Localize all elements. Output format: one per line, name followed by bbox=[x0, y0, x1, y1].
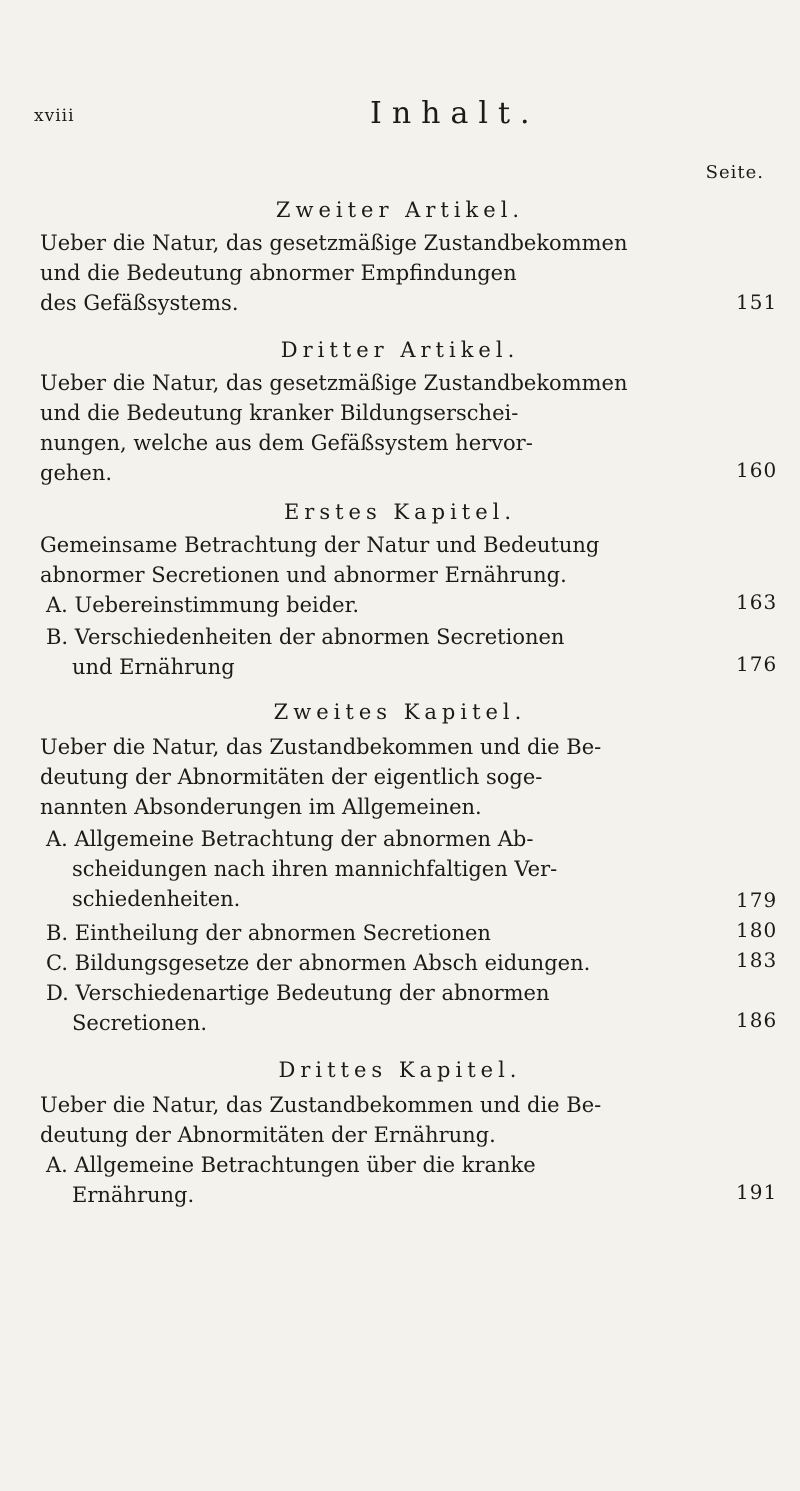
page-reference: 176 bbox=[736, 652, 778, 676]
item-label-cont: Ernährung. bbox=[72, 1183, 195, 1207]
chapter-heading: Erstes Kapitel. bbox=[283, 500, 517, 524]
entry-line: und die Bedeutung abnormer Empfindungen bbox=[40, 261, 517, 285]
entry-line: gehen. bbox=[40, 461, 113, 485]
toc-item bbox=[46, 590, 359, 620]
toc-entry bbox=[40, 530, 599, 590]
entry-line: Ueber die Natur, das gesetzmäßige Zustandbekommen bbox=[40, 371, 628, 395]
chapter-heading: Zweites Kapitel. bbox=[273, 700, 527, 724]
page-column-label: Seite. bbox=[705, 162, 764, 183]
item-label-cont: scheidungen nach ihren mannichfaltigen Ver- bbox=[72, 857, 558, 881]
entry-line: Gemeinsame Betrachtung der Natur und Bedeutung bbox=[40, 533, 600, 557]
toc-item bbox=[46, 1150, 536, 1210]
entry-line: nannten Absonderungen im Allgemeinen. bbox=[40, 795, 482, 819]
entry-line: deutung der Abnormitäten der Ernährung. bbox=[40, 1123, 496, 1147]
page-reference: 180 bbox=[736, 918, 778, 942]
chapter-heading: Drittes Kapitel. bbox=[278, 1058, 522, 1082]
toc-entry bbox=[40, 732, 601, 822]
page-reference: 179 bbox=[736, 888, 778, 912]
item-label: B. Eintheilung der abnormen Secretionen bbox=[46, 921, 491, 945]
item-label-cont: und Ernährung bbox=[72, 655, 235, 679]
toc-item bbox=[46, 948, 590, 978]
entry-line: abnormer Secretionen und abnormer Ernährung. bbox=[40, 563, 567, 587]
item-label: B. Verschiedenheiten der abnormen Secretionen bbox=[46, 625, 565, 649]
running-header bbox=[0, 96, 800, 136]
item-label: A. Allgemeine Betrachtungen über die kranke bbox=[46, 1153, 536, 1177]
page-reference: 160 bbox=[736, 458, 778, 482]
entry-line: des Gefäßsystems. bbox=[40, 291, 239, 315]
entry-line: Ueber die Natur, das Zustandbekommen und die Be- bbox=[40, 1093, 602, 1117]
entry-line: nungen, welche aus dem Gefäßsystem hervor- bbox=[40, 431, 533, 455]
item-label-cont: schiedenheiten. bbox=[72, 887, 241, 911]
toc-item bbox=[46, 824, 557, 914]
toc-item bbox=[46, 622, 564, 682]
toc-entry bbox=[40, 228, 627, 318]
page-reference: 151 bbox=[736, 290, 778, 314]
page-reference: 163 bbox=[736, 590, 778, 614]
entry-line: und die Bedeutung kranker Bildungserschei- bbox=[40, 401, 519, 425]
item-label: A. Uebereinstimmung beider. bbox=[46, 593, 360, 617]
toc-entry bbox=[40, 1090, 601, 1150]
item-label: C. Bildungsgesetze der abnormen Absch eidungen. bbox=[46, 951, 591, 975]
page-number: xviii bbox=[34, 106, 75, 126]
section-heading: Dritter Artikel. bbox=[280, 338, 520, 362]
entry-line: Ueber die Natur, das Zustandbekommen und die Be- bbox=[40, 735, 602, 759]
section-heading: Zweiter Artikel. bbox=[275, 198, 525, 222]
toc-item bbox=[46, 978, 550, 1038]
running-title: Inhalt. bbox=[370, 96, 540, 131]
entry-line: Ueber die Natur, das gesetzmäßige Zustandbekommen bbox=[40, 231, 628, 255]
page-reference: 183 bbox=[736, 948, 778, 972]
toc-entry bbox=[40, 368, 627, 488]
item-label: A. Allgemeine Betrachtung der abnormen Ab- bbox=[46, 827, 534, 851]
toc-item bbox=[46, 918, 491, 948]
item-label-cont: Secretionen. bbox=[72, 1011, 207, 1035]
page-reference: 186 bbox=[736, 1008, 778, 1032]
item-label: D. Verschiedenartige Bedeutung der abnormen bbox=[46, 981, 550, 1005]
entry-line: deutung der Abnormitäten der eigentlich soge- bbox=[40, 765, 543, 789]
page-reference: 191 bbox=[736, 1180, 778, 1204]
